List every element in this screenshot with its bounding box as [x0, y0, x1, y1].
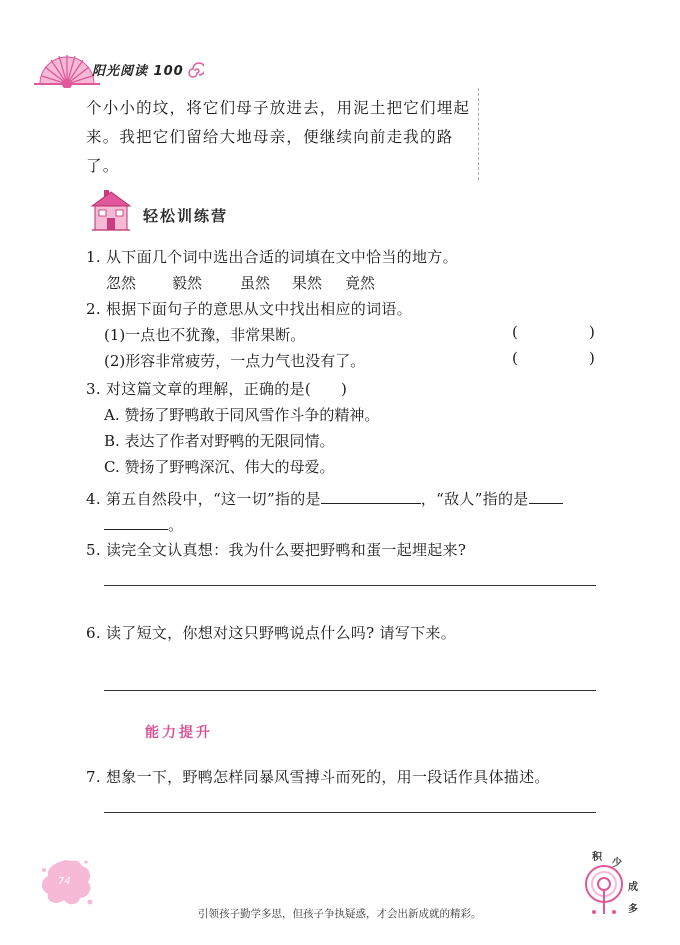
question-4-part-2: ，“敌人”指的是 — [420, 490, 529, 508]
question-3-text: 3. 对这篇文章的理解，正确的是( — [86, 380, 312, 398]
question-4-end: 。 — [168, 516, 184, 534]
question-7: 7. 想象一下，野鸭怎样同暴风雪搏斗而死的，用一段话作具体描述。 — [86, 768, 550, 786]
question-6: 6. 读了短文，你想对这只野鸭说点什么吗? 请写下来。 — [86, 624, 456, 642]
footer-quote: 引领孩子勤学多思，但孩子争执疑惑，才会出新成就的精彩。 — [198, 908, 482, 920]
swirl-icon — [186, 62, 204, 80]
answer-paren-close: ) — [589, 349, 595, 367]
passage-line: 个小小的坟，将它们母子放进去，用泥土把它们埋起 — [86, 99, 471, 117]
badge-char: 积 — [592, 852, 602, 863]
fill-blank[interactable] — [321, 485, 421, 504]
question-2-item-1: (1)一点也不犹豫，非常果断。 — [104, 326, 306, 344]
word-choice: 忽然 — [106, 274, 137, 292]
badge-char: 少 — [612, 858, 622, 869]
question-3 — [86, 377, 347, 401]
question-4-continued — [104, 511, 183, 537]
question-4 — [86, 485, 563, 511]
question-5: 5. 读完全文认真想：我为什么要把野鸭和蛋一起埋起来? — [86, 541, 467, 559]
question-4-part-1: 4. 第五自然段中，“这一切”指的是 — [86, 490, 321, 508]
word-choice: 竟然 — [345, 274, 376, 292]
answer-paren-open: ( — [512, 323, 518, 341]
question-3-option-c: C. 赞扬了野鸭深沉、伟大的母爱。 — [104, 458, 335, 476]
passage-continuation — [86, 94, 478, 181]
series-number: 100 — [153, 64, 184, 79]
answer-line[interactable] — [104, 585, 596, 586]
answer-line[interactable] — [104, 690, 596, 691]
spiral-tree-icon — [582, 862, 630, 918]
fill-blank[interactable] — [104, 511, 168, 530]
question-3-option-b: B. 表达了作者对野鸭的无限同情。 — [104, 432, 335, 450]
word-choice: 虽然 — [240, 274, 271, 292]
answer-paren-close: ) — [589, 323, 595, 341]
passage-divider — [478, 88, 479, 180]
book-series-title: 阳光阅读 100 — [92, 64, 184, 79]
question-2: 2. 根据下面句子的意思从文中找出相应的词语。 — [86, 300, 412, 318]
house-icon — [88, 188, 134, 232]
badge-char: 多 — [628, 904, 638, 915]
question-3-option-a: A. 赞扬了野鸭敢于同风雪作斗争的精神。 — [104, 406, 380, 424]
badge-char: 成 — [628, 882, 638, 893]
sub-section-title: 能力提升 — [145, 725, 213, 741]
passage-line: 来。我把它们留给大地母亲，便继续向前走我的路 — [86, 128, 454, 146]
fill-blank[interactable] — [529, 485, 563, 504]
word-choice: 果然 — [292, 274, 323, 292]
question-3-close: ) — [341, 380, 348, 398]
question-1: 1. 从下面几个词中选出合适的词填在文中恰当的地方。 — [86, 248, 458, 266]
passage-line: 了。 — [86, 157, 120, 175]
word-choice: 毅然 — [172, 274, 203, 292]
section-title: 轻松训练营 — [143, 207, 229, 225]
answer-line[interactable] — [104, 812, 596, 813]
question-2-item-2: (2)形容非常疲劳，一点力气也没有了。 — [104, 352, 366, 370]
answer-paren-open: ( — [512, 349, 518, 367]
page-number: 74 — [58, 876, 71, 887]
motto-badge — [582, 848, 644, 920]
